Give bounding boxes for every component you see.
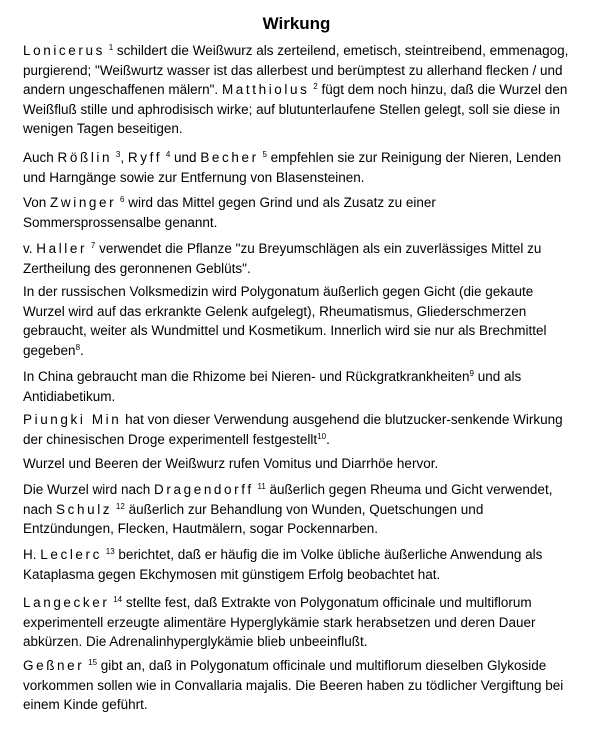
paragraph-text: berichtet, daß er häufig die im Volke übliche äußerliche Anwendung als Kataplasma gegen Ekchymosen mit günstigem Erfolg beobachtet hat.	[23, 547, 543, 582]
author-name: Geßner	[23, 658, 85, 673]
paragraph-text: .	[80, 342, 84, 358]
footnote-ref: 1	[108, 43, 114, 52]
footnote-ref: 3	[115, 150, 121, 159]
footnote-ref: 10	[317, 431, 327, 441]
footnote-ref: 5	[262, 150, 267, 159]
author-name: Leclerc	[40, 547, 102, 562]
author-name: Lonicerus	[23, 43, 105, 58]
paragraph-text: H.	[23, 547, 41, 562]
footnote-ref: 2	[313, 82, 318, 92]
paragraph	[23, 593, 571, 652]
author-name: Becher	[200, 150, 259, 165]
author-name: Ryff	[127, 150, 163, 165]
paragraph-text: ,	[120, 150, 128, 165]
footnote-ref: 15	[88, 658, 98, 667]
footnote-ref: 11	[257, 482, 266, 491]
paragraph-text: Auch	[23, 150, 58, 165]
paragraph-text: äußerlich zur Behandlung von Wunden, Quetschungen und Entzündungen, Flecken, Hautmälern, sogar Pockennarben.	[23, 501, 484, 537]
author-name: Zwinger	[50, 195, 117, 210]
footnote-ref: 14	[113, 595, 123, 604]
footnote-ref: 6	[120, 195, 125, 204]
paragraph-text: v.	[23, 241, 37, 256]
paragraph	[23, 454, 571, 474]
paragraph	[23, 41, 571, 139]
author-name: Haller	[36, 241, 88, 256]
paragraph-text: Die Wurzel wird nach	[23, 482, 155, 497]
paragraph-text: In China gebraucht man die Rhizome bei Nieren- und Rückgratkrankheiten	[23, 369, 470, 384]
footnote-ref: 12	[115, 501, 125, 511]
paragraph-text: .	[326, 431, 330, 447]
paragraph-text: verwendet die Pflanze "zu Breyumschlägen als ein zuverlässiges Mittel zu Zertheilung des geronnenen Geblüts".	[23, 241, 542, 276]
paragraph-text: In der russischen Volksmedizin wird Polygonatum äußerlich gegen Gicht (die gekaute Wurzel wird auf das erkrankte Gelenk aufgelegt), Rheumatismus, Gliederschmerzen gebraucht, weiter als Wundmittel und Kosmetikum. Innerlich wird sie nur als Brechmittel gegeben	[23, 284, 547, 358]
author-name: Schulz	[56, 501, 113, 517]
author-name: Matthiolus	[221, 82, 310, 98]
paragraph-text: und	[170, 150, 201, 165]
paragraph	[23, 367, 571, 406]
paragraph	[23, 239, 571, 278]
paragraph	[23, 480, 571, 539]
paragraph	[23, 410, 571, 449]
paragraph-text: wird das Mittel gegen Grind und als Zusatz zu einer Sommersprossensalbe genannt.	[23, 195, 436, 230]
paragraph-text: hat von dieser Verwendung ausgehend die blutzucker-senkende Wirkung der chinesischen Droge experimentell festgestellt	[23, 412, 563, 447]
author-name: Langecker	[23, 595, 110, 610]
footnote-ref: 7	[90, 241, 96, 250]
paragraph-text: Wurzel und Beeren der Weißwurz rufen Vomitus und Diarrhöe hervor.	[23, 456, 439, 471]
paragraph	[23, 148, 571, 187]
footnote-ref: 9	[469, 369, 474, 378]
author-name: Dragendorff	[154, 482, 254, 497]
paragraph-text: schildert die Weißwurz als zerteilend, emetisch, steintreibend, emmenagog, purgierend; "Weißwurtz wasser ist das allerbest und berümptest zu allerhand flecken / und andern ungeschaffenen mälern".	[23, 43, 569, 98]
footnote-ref: 8	[75, 342, 81, 352]
paragraph	[23, 193, 571, 232]
author-name: Rößlin	[57, 150, 113, 165]
paragraph-text: empfehlen sie zur Reinigung der Nieren, Lenden und Harngänge sowie zur Entfernung von Blasensteinen.	[23, 150, 562, 185]
paragraph	[23, 545, 571, 584]
footnote-ref: 13	[105, 547, 115, 556]
paragraph-text: stellte fest, daß Extrakte von Polygonatum officinale und multiflorum experimentell erzeugte alimentäre Hyperglykämie stark herabsetzen und deren Dauer abkürzen. Die Adrenalinhyperglykämie blieb unbeeinflußt.	[23, 595, 536, 650]
paragraph	[23, 282, 571, 360]
paragraph-text: äußerlich gegen Rheuma und Gicht verwendet, nach	[23, 482, 553, 517]
paragraph-text: gibt an, daß in Polygonatum officinale und multiflorum dieselben Glykoside vorkommen sollen wie in Convallaria majalis. Die Beeren haben zu tödlicher Vergiftung bei einem Kinde geführt.	[23, 658, 564, 713]
paragraph-text: und als Antidiabetikum.	[23, 369, 522, 404]
paragraph	[23, 656, 571, 715]
paragraph-text: Von	[23, 195, 51, 210]
footnote-ref: 4	[165, 150, 171, 159]
paragraph-text: fügt dem noch hinzu, daß die Wurzel den Weißfluß stille und aphrodisisch wirke; auf blutunterlaufene Stellen gelegt, soll sie diese in wenigen Tagen beseitigen.	[23, 82, 568, 137]
page-title: Wirkung	[262, 14, 331, 33]
author-name: Piungki Min	[23, 412, 122, 427]
